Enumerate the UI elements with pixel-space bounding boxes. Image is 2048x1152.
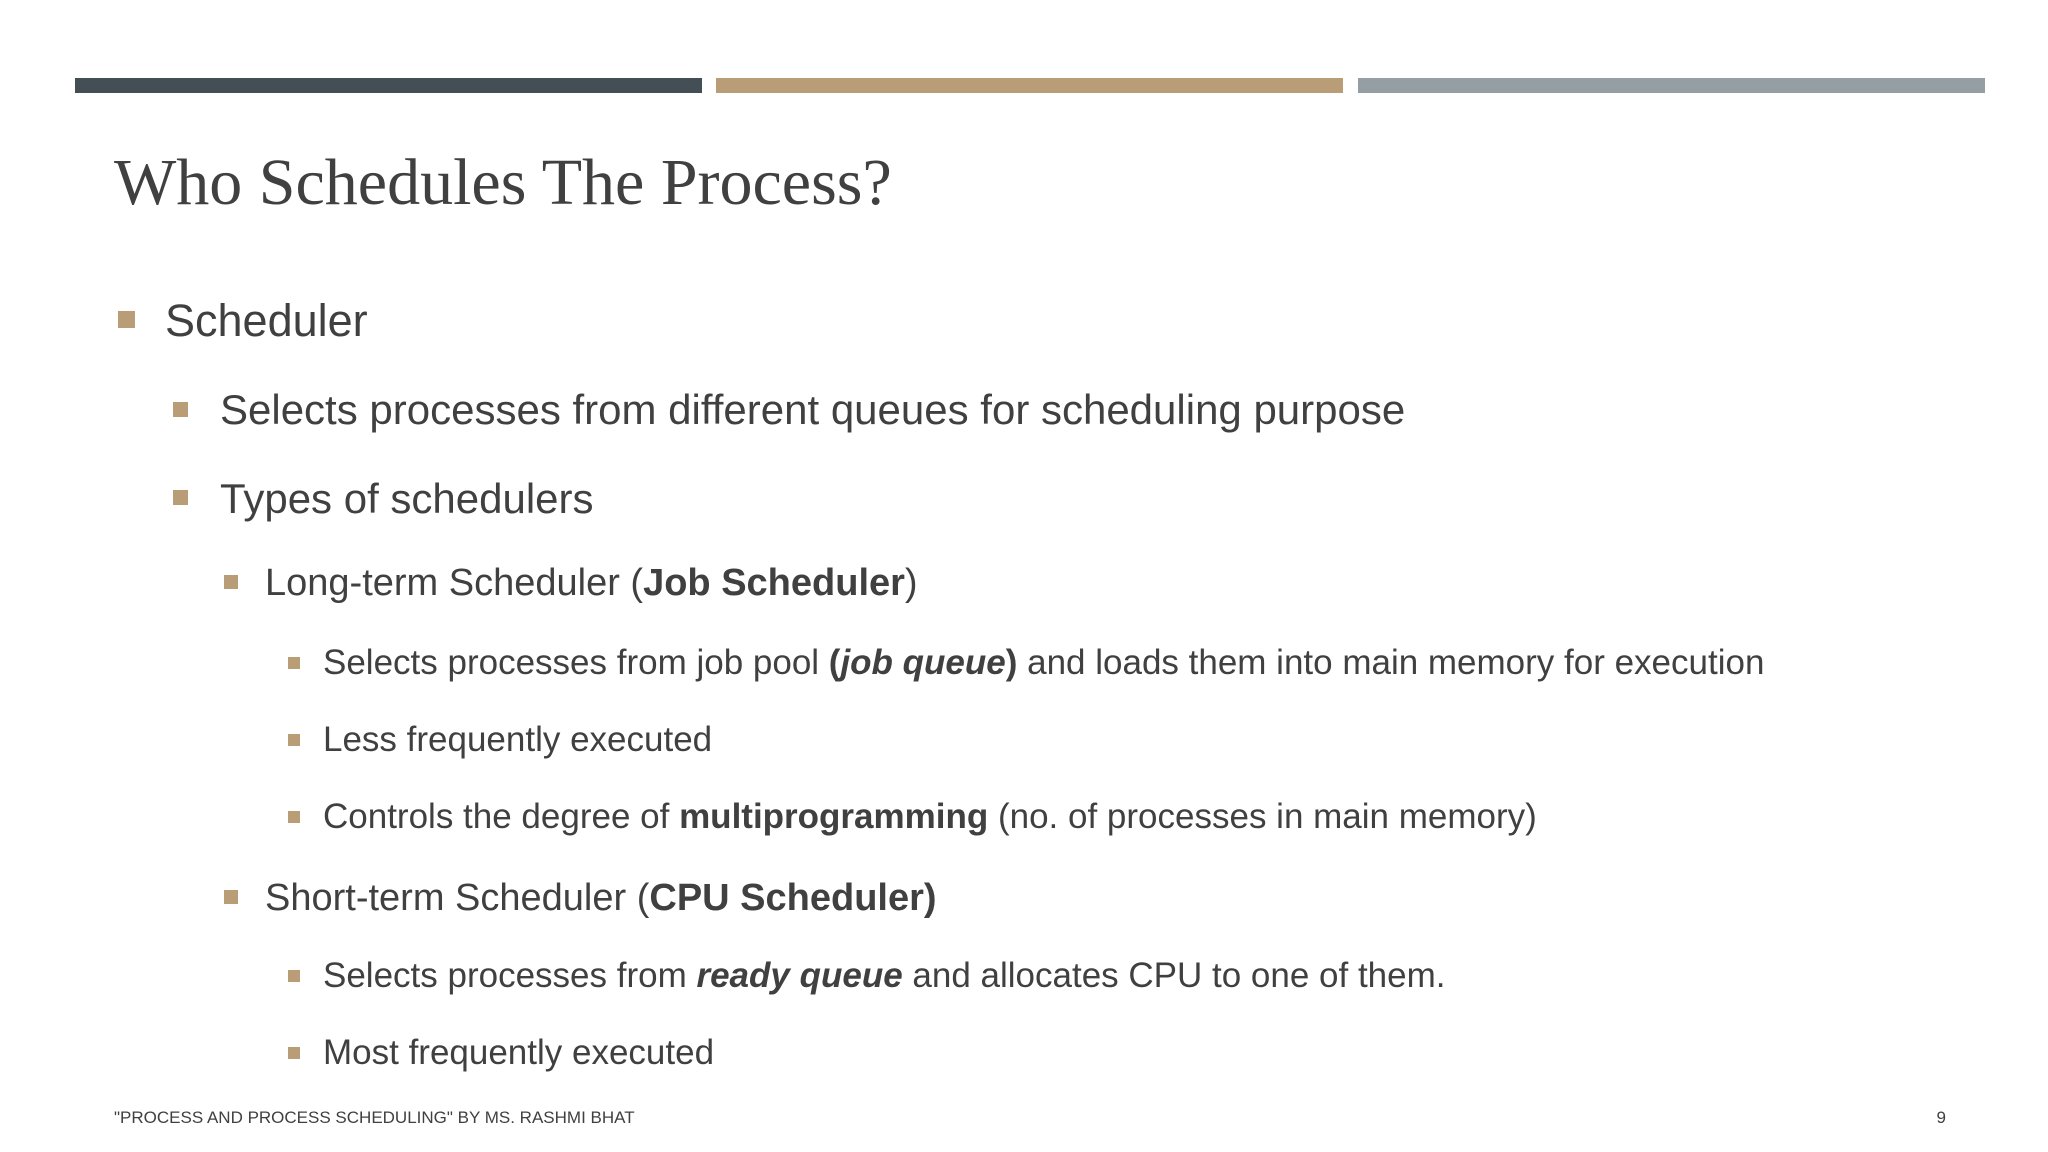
page-number: 9 <box>1936 1108 1946 1127</box>
square-bullet-icon <box>173 402 188 417</box>
square-bullet-icon <box>288 1047 300 1059</box>
bullet-scheduler: Scheduler <box>165 295 368 346</box>
bullet-multiprogramming: Controls the degree of multiprogramming (no. of processes in main memory) <box>323 797 1537 836</box>
square-bullet-icon <box>224 575 238 589</box>
slide-title: Who Schedules The Process? <box>114 146 892 219</box>
square-bullet-icon <box>224 890 238 904</box>
bullet-ready-queue: Selects processes from ready queue and allocates CPU to one of them. <box>323 956 1446 995</box>
bullet-long-term-scheduler: Long-term Scheduler (Job Scheduler) <box>265 562 918 604</box>
bullet-most-frequently: Most frequently executed <box>323 1033 715 1072</box>
slide-footer: "PROCESS AND PROCESS SCHEDULING" BY MS. RASHMI BHAT <box>114 1108 635 1127</box>
square-bullet-icon <box>118 311 135 328</box>
square-bullet-icon <box>288 970 300 982</box>
bullet-selects-processes: Selects processes from different queues for scheduling purpose <box>220 386 1406 433</box>
top-accent-bar-gray <box>1358 78 1985 93</box>
bullet-types-of-schedulers: Types of schedulers <box>220 475 594 522</box>
bullet-job-pool: Selects processes from job pool (job queue) and loads them into main memory for execution <box>323 643 1765 682</box>
square-bullet-icon <box>173 490 188 505</box>
bullet-short-term-scheduler: Short-term Scheduler (CPU Scheduler) <box>265 877 937 919</box>
square-bullet-icon <box>288 811 300 823</box>
top-accent-bar-dark <box>75 78 702 93</box>
top-accent-bar-tan <box>716 78 1343 93</box>
square-bullet-icon <box>288 657 300 669</box>
bullet-less-frequently: Less frequently executed <box>323 720 713 759</box>
square-bullet-icon <box>288 734 300 746</box>
